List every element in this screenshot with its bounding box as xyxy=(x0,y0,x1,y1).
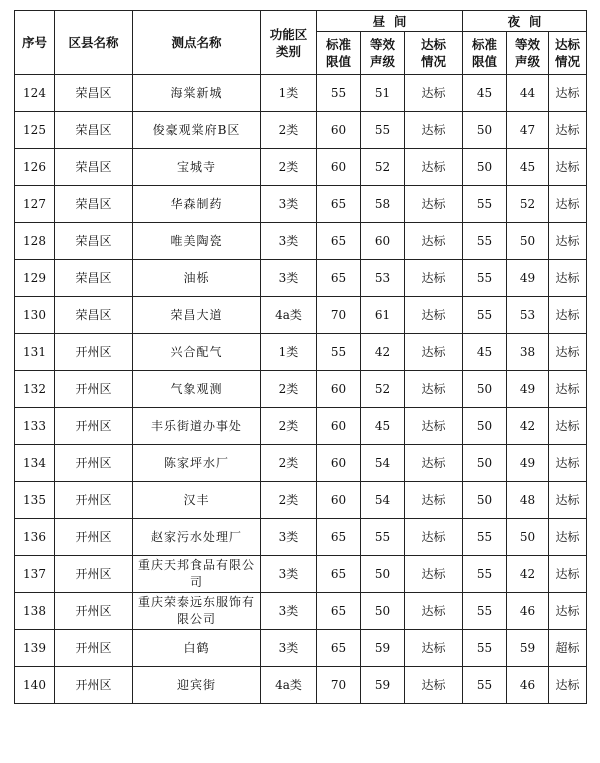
row-zone: 1类 xyxy=(261,75,317,112)
row-day-limit: 65 xyxy=(317,556,361,593)
row-district: 荣昌区 xyxy=(55,223,133,260)
row-night-status: 达标 xyxy=(549,408,587,445)
row-district: 荣昌区 xyxy=(55,186,133,223)
row-zone: 2类 xyxy=(261,149,317,186)
row-night-level: 46 xyxy=(507,667,549,704)
row-number: 133 xyxy=(15,408,55,445)
row-night-limit: 55 xyxy=(463,667,507,704)
table-row xyxy=(15,260,587,297)
row-day-status: 达标 xyxy=(405,149,463,186)
row-day-limit: 55 xyxy=(317,334,361,371)
row-night-level: 44 xyxy=(507,75,549,112)
row-site: 赵家污水处理厂 xyxy=(133,519,261,556)
row-day-status: 达标 xyxy=(405,334,463,371)
row-night-status: 达标 xyxy=(549,519,587,556)
row-night-level: 49 xyxy=(507,260,549,297)
row-zone: 2类 xyxy=(261,445,317,482)
row-number: 138 xyxy=(15,593,55,630)
row-day-limit: 70 xyxy=(317,297,361,334)
row-district: 开州区 xyxy=(55,593,133,630)
table-row xyxy=(15,223,587,260)
row-day-limit: 65 xyxy=(317,519,361,556)
row-night-limit: 50 xyxy=(463,371,507,408)
header-site: 测点名称 xyxy=(133,11,261,75)
row-day-level: 54 xyxy=(361,482,405,519)
row-night-limit: 55 xyxy=(463,630,507,667)
row-zone: 3类 xyxy=(261,630,317,667)
row-night-level: 38 xyxy=(507,334,549,371)
row-night-limit: 55 xyxy=(463,556,507,593)
row-site: 丰乐街道办事处 xyxy=(133,408,261,445)
row-zone: 3类 xyxy=(261,186,317,223)
row-day-status: 达标 xyxy=(405,482,463,519)
header-day: 昼 间 xyxy=(317,11,463,32)
row-night-level: 46 xyxy=(507,593,549,630)
row-day-level: 55 xyxy=(361,519,405,556)
row-night-limit: 45 xyxy=(463,334,507,371)
row-district: 荣昌区 xyxy=(55,112,133,149)
row-number: 135 xyxy=(15,482,55,519)
table-body xyxy=(15,75,587,704)
row-day-status: 达标 xyxy=(405,593,463,630)
header-seq: 序号 xyxy=(15,11,55,75)
row-day-level: 45 xyxy=(361,408,405,445)
row-site: 兴合配气 xyxy=(133,334,261,371)
row-number: 132 xyxy=(15,371,55,408)
row-number: 124 xyxy=(15,75,55,112)
row-zone: 4a类 xyxy=(261,667,317,704)
row-district: 荣昌区 xyxy=(55,149,133,186)
row-night-status: 达标 xyxy=(549,149,587,186)
header-night-level: 等效 声级 xyxy=(507,32,549,75)
row-day-limit: 60 xyxy=(317,112,361,149)
row-night-limit: 45 xyxy=(463,75,507,112)
header-zone: 功能区 类别 xyxy=(261,11,317,75)
row-site: 重庆荣泰远东服饰有限公司 xyxy=(133,593,261,630)
table-row xyxy=(15,482,587,519)
row-day-status: 达标 xyxy=(405,112,463,149)
row-night-level: 48 xyxy=(507,482,549,519)
row-night-level: 50 xyxy=(507,223,549,260)
row-day-limit: 60 xyxy=(317,482,361,519)
row-zone: 3类 xyxy=(261,223,317,260)
row-night-level: 49 xyxy=(507,371,549,408)
row-number: 131 xyxy=(15,334,55,371)
row-night-status: 达标 xyxy=(549,260,587,297)
table-row xyxy=(15,75,587,112)
row-day-level: 42 xyxy=(361,334,405,371)
row-day-level: 58 xyxy=(361,186,405,223)
row-day-limit: 65 xyxy=(317,630,361,667)
row-night-level: 49 xyxy=(507,445,549,482)
row-district: 荣昌区 xyxy=(55,260,133,297)
header-district: 区县名称 xyxy=(55,11,133,75)
row-night-limit: 50 xyxy=(463,408,507,445)
row-day-status: 达标 xyxy=(405,408,463,445)
row-night-level: 42 xyxy=(507,408,549,445)
row-district: 开州区 xyxy=(55,519,133,556)
table-row xyxy=(15,186,587,223)
header-day-limit: 标准 限值 xyxy=(317,32,361,75)
row-site: 重庆天邦食品有限公司 xyxy=(133,556,261,593)
row-night-level: 50 xyxy=(507,519,549,556)
row-day-status: 达标 xyxy=(405,260,463,297)
table-row xyxy=(15,112,587,149)
row-day-level: 59 xyxy=(361,630,405,667)
noise-monitoring-table xyxy=(14,10,587,704)
row-day-status: 达标 xyxy=(405,630,463,667)
row-number: 140 xyxy=(15,667,55,704)
row-zone: 2类 xyxy=(261,408,317,445)
table-row xyxy=(15,667,587,704)
table-row xyxy=(15,630,587,667)
row-district: 开州区 xyxy=(55,445,133,482)
row-site: 宝城寺 xyxy=(133,149,261,186)
row-district: 荣昌区 xyxy=(55,75,133,112)
row-night-level: 52 xyxy=(507,186,549,223)
row-site: 荣昌大道 xyxy=(133,297,261,334)
row-night-status: 达标 xyxy=(549,112,587,149)
row-zone: 2类 xyxy=(261,112,317,149)
row-day-level: 51 xyxy=(361,75,405,112)
row-day-status: 达标 xyxy=(405,371,463,408)
row-night-limit: 55 xyxy=(463,260,507,297)
row-number: 134 xyxy=(15,445,55,482)
row-district: 开州区 xyxy=(55,482,133,519)
row-site: 白鹤 xyxy=(133,630,261,667)
row-district: 开州区 xyxy=(55,371,133,408)
table-row xyxy=(15,149,587,186)
row-night-limit: 50 xyxy=(463,482,507,519)
row-night-status: 达标 xyxy=(549,297,587,334)
header-day-level: 等效 声级 xyxy=(361,32,405,75)
row-night-status: 达标 xyxy=(549,334,587,371)
row-site: 海棠新城 xyxy=(133,75,261,112)
row-number: 136 xyxy=(15,519,55,556)
row-number: 130 xyxy=(15,297,55,334)
table-row xyxy=(15,519,587,556)
row-night-level: 47 xyxy=(507,112,549,149)
row-zone: 4a类 xyxy=(261,297,317,334)
table-row xyxy=(15,297,587,334)
row-night-status: 达标 xyxy=(549,556,587,593)
row-day-limit: 70 xyxy=(317,667,361,704)
row-day-limit: 65 xyxy=(317,186,361,223)
row-district: 开州区 xyxy=(55,334,133,371)
row-zone: 1类 xyxy=(261,334,317,371)
row-day-limit: 65 xyxy=(317,223,361,260)
row-number: 126 xyxy=(15,149,55,186)
row-night-status: 达标 xyxy=(549,445,587,482)
header-day-status: 达标 情况 xyxy=(405,32,463,75)
row-day-level: 53 xyxy=(361,260,405,297)
row-night-status: 超标 xyxy=(549,630,587,667)
row-night-level: 42 xyxy=(507,556,549,593)
row-day-level: 60 xyxy=(361,223,405,260)
row-site: 陈家坪水厂 xyxy=(133,445,261,482)
row-day-status: 达标 xyxy=(405,297,463,334)
row-zone: 3类 xyxy=(261,556,317,593)
row-zone: 3类 xyxy=(261,593,317,630)
row-site: 汉丰 xyxy=(133,482,261,519)
row-night-status: 达标 xyxy=(549,75,587,112)
row-day-status: 达标 xyxy=(405,445,463,482)
row-number: 128 xyxy=(15,223,55,260)
row-night-level: 45 xyxy=(507,149,549,186)
row-night-limit: 55 xyxy=(463,223,507,260)
row-site: 气象观测 xyxy=(133,371,261,408)
row-night-level: 59 xyxy=(507,630,549,667)
row-day-level: 52 xyxy=(361,371,405,408)
table-row xyxy=(15,371,587,408)
row-day-status: 达标 xyxy=(405,75,463,112)
row-night-limit: 55 xyxy=(463,593,507,630)
row-day-level: 50 xyxy=(361,556,405,593)
row-number: 125 xyxy=(15,112,55,149)
header-night-status: 达标 情况 xyxy=(549,32,587,75)
row-day-level: 54 xyxy=(361,445,405,482)
row-number: 129 xyxy=(15,260,55,297)
row-district: 开州区 xyxy=(55,556,133,593)
row-day-limit: 60 xyxy=(317,371,361,408)
row-night-status: 达标 xyxy=(549,482,587,519)
row-night-status: 达标 xyxy=(549,667,587,704)
row-district: 荣昌区 xyxy=(55,297,133,334)
row-night-limit: 55 xyxy=(463,519,507,556)
row-zone: 2类 xyxy=(261,371,317,408)
table-row xyxy=(15,445,587,482)
row-day-level: 52 xyxy=(361,149,405,186)
row-number: 127 xyxy=(15,186,55,223)
table-row xyxy=(15,408,587,445)
row-night-level: 53 xyxy=(507,297,549,334)
row-night-limit: 55 xyxy=(463,186,507,223)
row-site: 迎宾街 xyxy=(133,667,261,704)
row-district: 开州区 xyxy=(55,630,133,667)
row-site: 华森制药 xyxy=(133,186,261,223)
row-night-limit: 50 xyxy=(463,149,507,186)
row-zone: 3类 xyxy=(261,519,317,556)
row-number: 139 xyxy=(15,630,55,667)
row-day-status: 达标 xyxy=(405,186,463,223)
row-day-limit: 65 xyxy=(317,260,361,297)
header-night: 夜 间 xyxy=(463,11,587,32)
row-day-status: 达标 xyxy=(405,556,463,593)
row-day-level: 55 xyxy=(361,112,405,149)
header-night-limit: 标准 限值 xyxy=(463,32,507,75)
row-night-status: 达标 xyxy=(549,371,587,408)
row-zone: 2类 xyxy=(261,482,317,519)
row-day-limit: 60 xyxy=(317,445,361,482)
row-district: 开州区 xyxy=(55,667,133,704)
row-number: 137 xyxy=(15,556,55,593)
row-site: 俊豪观棠府B区 xyxy=(133,112,261,149)
row-night-status: 达标 xyxy=(549,593,587,630)
row-day-status: 达标 xyxy=(405,667,463,704)
row-night-limit: 50 xyxy=(463,445,507,482)
row-site: 油栎 xyxy=(133,260,261,297)
row-day-limit: 65 xyxy=(317,593,361,630)
row-day-status: 达标 xyxy=(405,519,463,556)
row-day-status: 达标 xyxy=(405,223,463,260)
row-day-limit: 55 xyxy=(317,75,361,112)
row-district: 开州区 xyxy=(55,408,133,445)
table-row xyxy=(15,593,587,630)
row-day-level: 61 xyxy=(361,297,405,334)
table-row xyxy=(15,334,587,371)
row-zone: 3类 xyxy=(261,260,317,297)
row-day-level: 59 xyxy=(361,667,405,704)
row-night-status: 达标 xyxy=(549,186,587,223)
row-night-limit: 50 xyxy=(463,112,507,149)
table-row xyxy=(15,556,587,593)
row-night-limit: 55 xyxy=(463,297,507,334)
row-day-level: 50 xyxy=(361,593,405,630)
row-day-limit: 60 xyxy=(317,408,361,445)
row-day-limit: 60 xyxy=(317,149,361,186)
row-night-status: 达标 xyxy=(549,223,587,260)
row-site: 唯美陶瓷 xyxy=(133,223,261,260)
